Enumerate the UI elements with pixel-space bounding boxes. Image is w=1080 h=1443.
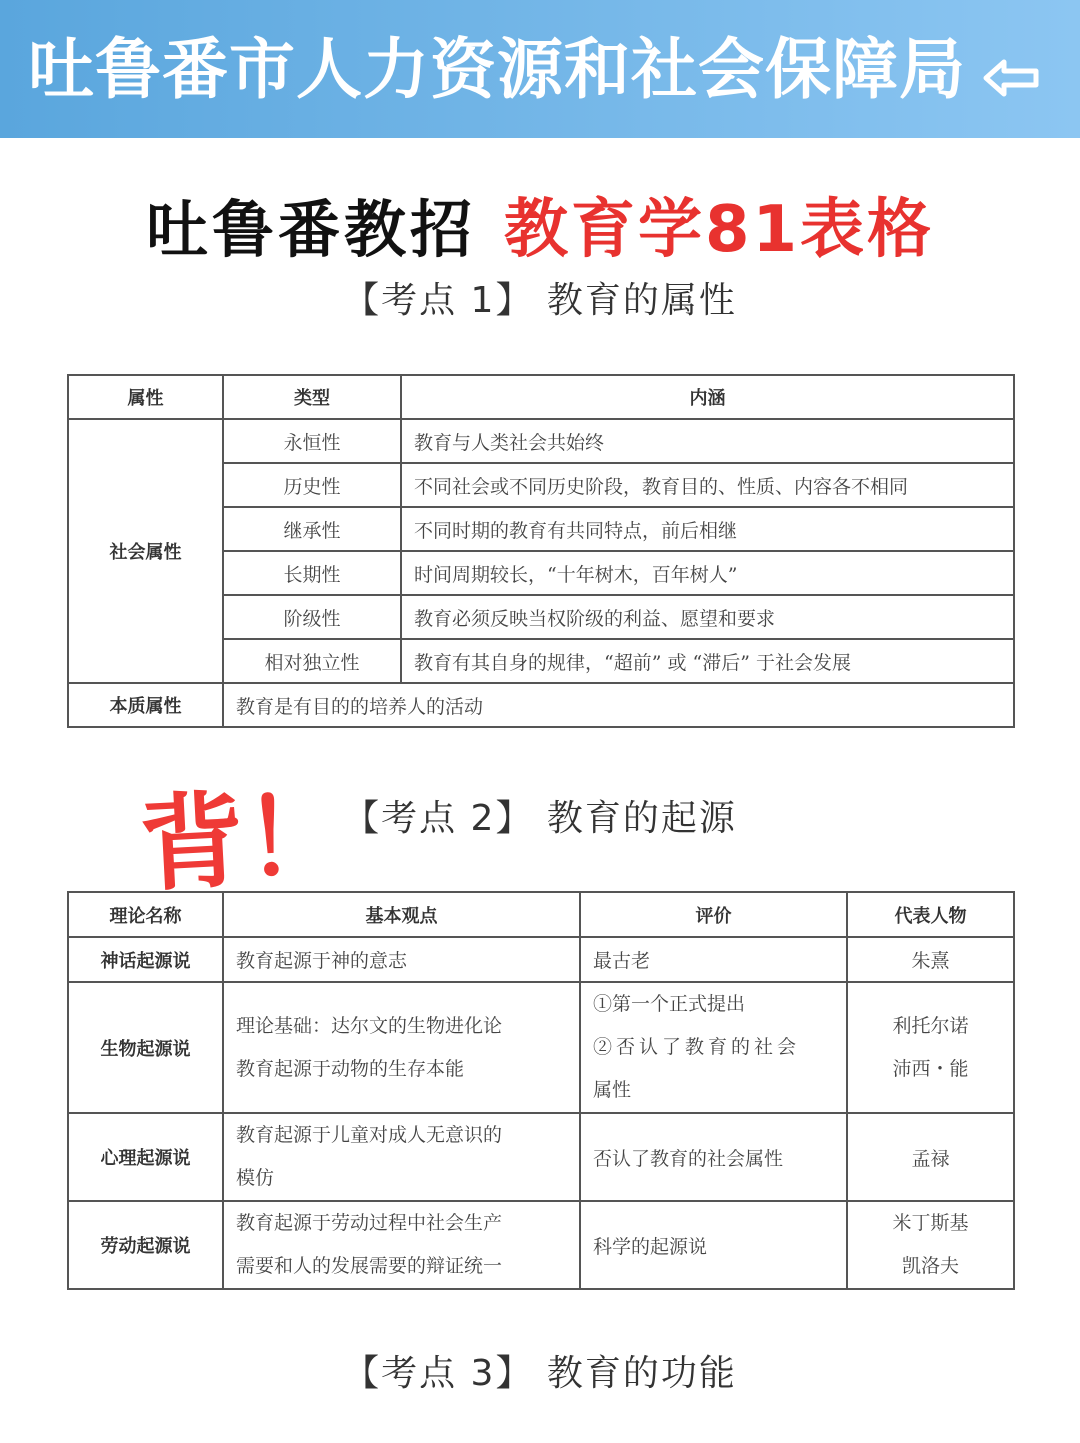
people-cell — [847, 1201, 1014, 1289]
headline-red: 教育学81表格 — [503, 193, 935, 267]
evaluation-line: 最古老 — [593, 950, 651, 972]
type-cell: 永恒性 — [223, 419, 401, 463]
person-name: 凯洛夫 — [901, 1255, 959, 1277]
header-cell: 类型 — [223, 375, 401, 419]
meaning-cell: 不同社会或不同历史阶段，教育目的、性质、内容各不相同 — [401, 463, 1014, 507]
evaluation-cell — [580, 937, 847, 982]
section-title-1: 【考点 1】 教育的属性 — [343, 280, 737, 321]
evaluation-cell — [580, 1113, 847, 1201]
evaluation-line: ②否认了教育的社会 — [593, 1036, 801, 1058]
education-attributes-table — [67, 374, 1015, 728]
table-row — [68, 937, 1014, 982]
view-cell — [223, 982, 580, 1113]
headline-black: 吐鲁番教招 — [145, 193, 476, 266]
view-line: 需要和人的发展需要的辩证统一 — [236, 1255, 503, 1277]
person-name: 米丁斯基 — [892, 1212, 969, 1234]
view-cell — [223, 1113, 580, 1201]
meaning-cell: 教育必须反映当权阶级的利益、愿望和要求 — [401, 595, 1014, 639]
table-header-row — [68, 892, 1014, 937]
people-cell — [847, 937, 1014, 982]
table-row — [68, 1201, 1014, 1289]
view-line: 模仿 — [236, 1167, 275, 1189]
type-cell: 历史性 — [223, 463, 401, 507]
type-cell: 相对独立性 — [223, 639, 401, 683]
evaluation-line: ①第一个正式提出 — [593, 993, 746, 1015]
meaning-cell: 教育有其自身的规律，“超前” 或 “滞后” 于社会发展 — [401, 639, 1014, 683]
evaluation-cell — [580, 982, 847, 1113]
meaning-cell: 时间周期较长，“十年树木，百年树人” — [401, 551, 1014, 595]
evaluation-line: 否认了教育的社会属性 — [593, 1147, 784, 1170]
table-row — [68, 419, 1014, 463]
theory-name-cell: 神话起源说 — [68, 937, 223, 982]
education-origin-table — [67, 891, 1015, 1290]
arrow-left-icon[interactable] — [982, 58, 1042, 98]
header-cell: 属性 — [68, 375, 223, 419]
view-line: 教育起源于神的意志 — [236, 950, 408, 972]
type-cell: 长期性 — [223, 551, 401, 595]
banner-title: 吐鲁番市人力资源和社会保障局 — [28, 31, 966, 108]
meaning-cell: 不同时期的教育有共同特点，前后相继 — [401, 507, 1014, 551]
view-line: 教育起源于劳动过程中社会生产 — [236, 1212, 503, 1234]
header-cell: 基本观点 — [223, 892, 580, 937]
evaluation-line: 科学的起源说 — [593, 1235, 708, 1258]
meaning-cell: 教育与人类社会共始终 — [401, 419, 1014, 463]
table-row — [68, 1113, 1014, 1201]
section-title-2: 【考点 2】 教育的起源 — [343, 798, 737, 839]
view-cell — [223, 937, 580, 982]
header-cell: 内涵 — [401, 375, 1014, 419]
view-line: 理论基础：达尔文的生物进化论 — [236, 1014, 503, 1037]
type-cell: 继承性 — [223, 507, 401, 551]
group-label-social: 社会属性 — [68, 419, 223, 683]
evaluation-cell — [580, 1201, 847, 1289]
person-name: 朱熹 — [911, 950, 950, 972]
table-row — [68, 982, 1014, 1113]
evaluation-line: 属性 — [593, 1079, 632, 1101]
view-line: 教育起源于动物的生存本能 — [236, 1057, 465, 1080]
view-line: 教育起源于儿童对成人无意识的 — [236, 1124, 503, 1146]
header-banner — [0, 0, 1080, 138]
table-header-row — [68, 375, 1014, 419]
person-name: 利托尔诺 — [892, 1014, 969, 1037]
theory-name-cell: 生物起源说 — [68, 982, 223, 1113]
people-cell — [847, 1113, 1014, 1201]
header-cell: 评价 — [580, 892, 847, 937]
type-cell: 阶级性 — [223, 595, 401, 639]
handwritten-annotation: 背！ — [136, 773, 352, 907]
person-name: 孟禄 — [911, 1147, 950, 1170]
theory-name-cell: 心理起源说 — [68, 1113, 223, 1201]
group-label-essential: 本质属性 — [68, 683, 223, 727]
header-cell: 代表人物 — [847, 892, 1014, 937]
theory-name-cell: 劳动起源说 — [68, 1201, 223, 1289]
table-row — [68, 683, 1014, 727]
section-title-3: 【考点 3】 教育的功能 — [343, 1353, 737, 1394]
person-name: 沛西・能 — [892, 1057, 969, 1080]
meaning-cell: 教育是有目的的培养人的活动 — [223, 683, 1014, 727]
header-cell: 理论名称 — [68, 892, 223, 937]
view-cell — [223, 1201, 580, 1289]
people-cell — [847, 982, 1014, 1113]
headline — [0, 178, 1080, 268]
